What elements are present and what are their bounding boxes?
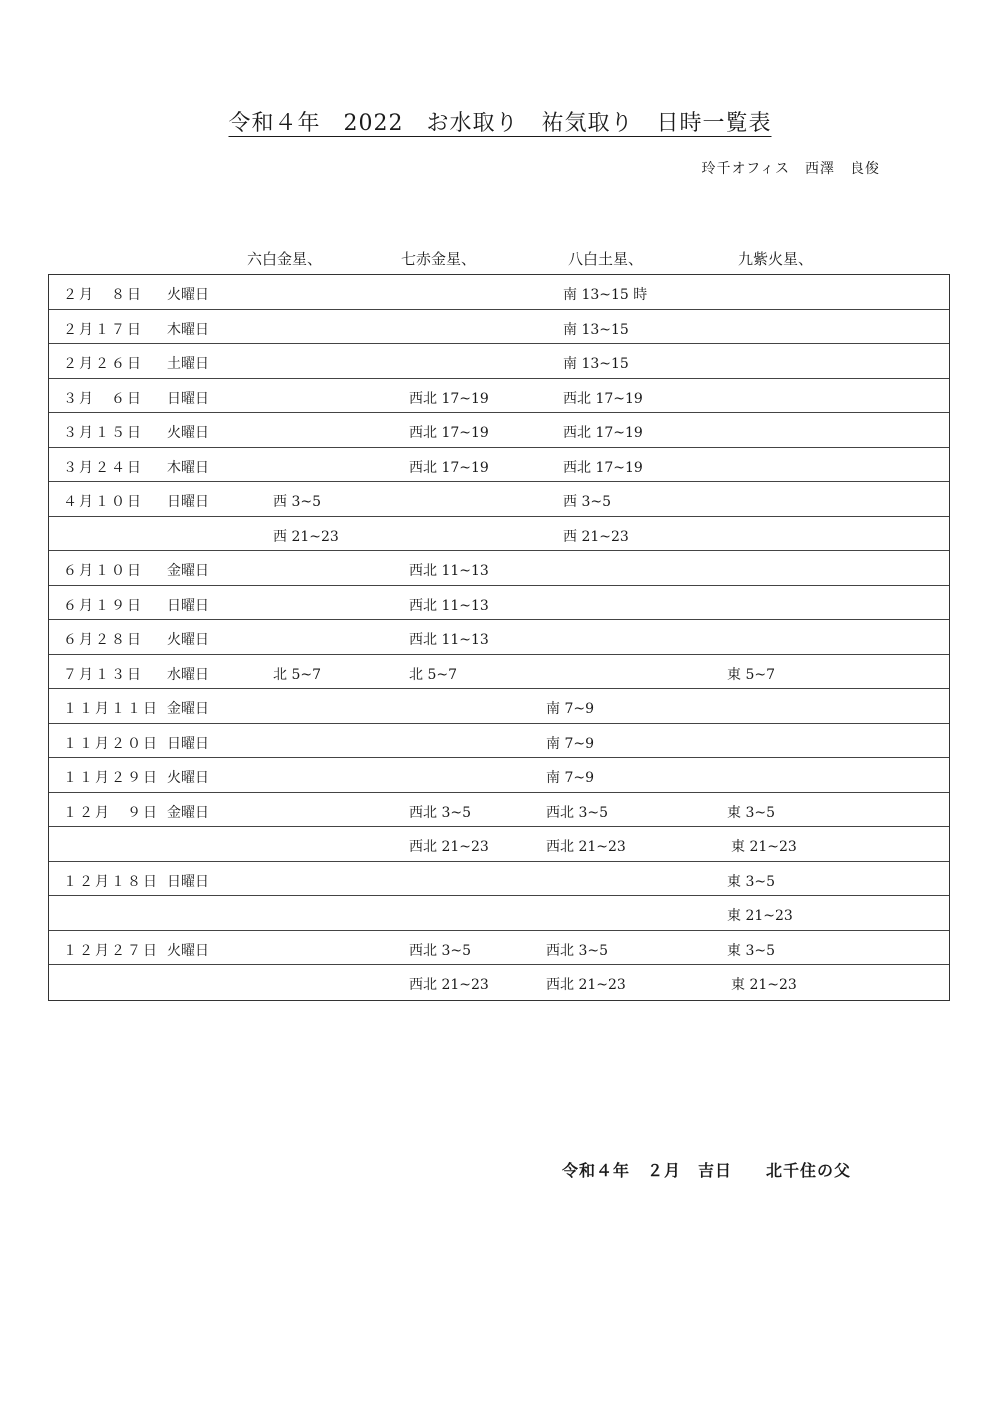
happaku-cell: 西北 17~19 <box>563 390 643 407</box>
table-row <box>49 379 949 414</box>
weekday-cell: 木曜日 <box>167 459 209 476</box>
table-row <box>49 689 949 724</box>
author-line: 玲千オフィス 西澤 良俊 <box>701 161 880 177</box>
table-row <box>49 344 949 379</box>
weekday-cell: 土曜日 <box>167 356 209 372</box>
happaku-cell: 西 3~5 <box>563 494 611 510</box>
shichiseki-cell: 西北 3~5 <box>409 804 471 821</box>
schedule-table <box>48 274 950 1001</box>
kyushi-cell: 東 21~23 <box>727 908 793 924</box>
shichiseki-cell: 西北 21~23 <box>409 977 489 993</box>
date-cell: １１月１１日 <box>63 701 159 717</box>
column-headers <box>0 248 1000 270</box>
happaku-cell: 南 13~15 時 <box>563 287 648 303</box>
happaku-cell: 南 13~15 <box>563 321 629 338</box>
weekday-cell: 日曜日 <box>167 597 209 614</box>
date-cell: ６月１０日 <box>63 563 143 579</box>
weekday-cell: 火曜日 <box>167 287 209 303</box>
date-cell: ４月１０日 <box>63 494 143 510</box>
happaku-cell: 南 7~9 <box>546 701 594 717</box>
table-row <box>49 275 949 310</box>
table-row <box>49 965 949 1000</box>
kyushi-cell: 東 21~23 <box>731 977 797 993</box>
shichiseki-cell: 北 5~7 <box>409 666 457 683</box>
weekday-cell: 火曜日 <box>167 632 209 648</box>
weekday-cell: 金曜日 <box>167 563 209 579</box>
happaku-cell: 西北 21~23 <box>546 839 626 855</box>
date-cell: ２月２６日 <box>63 356 143 372</box>
date-cell: ３月 ６日 <box>63 390 143 407</box>
table-row <box>49 827 949 862</box>
date-cell: １２月１８日 <box>63 873 159 890</box>
date-cell: ７月１３日 <box>63 666 143 683</box>
shichiseki-cell: 西北 11~13 <box>409 632 489 648</box>
happaku-cell: 西北 21~23 <box>546 977 626 993</box>
date-cell: ３月２４日 <box>63 459 143 476</box>
happaku-cell: 西北 3~5 <box>546 804 608 821</box>
table-row <box>49 551 949 586</box>
weekday-cell: 金曜日 <box>167 701 209 717</box>
weekday-cell: 日曜日 <box>167 873 209 890</box>
weekday-cell: 日曜日 <box>167 390 209 407</box>
table-row <box>49 793 949 828</box>
table-row <box>49 586 949 621</box>
shichiseki-cell: 西北 17~19 <box>409 459 489 476</box>
kyushi-cell: 東 21~23 <box>731 839 797 855</box>
shichiseki-cell: 西北 11~13 <box>409 597 489 614</box>
table-row <box>49 931 949 966</box>
table-row <box>49 448 949 483</box>
rokuhaku-cell: 西 3~5 <box>273 494 321 510</box>
table-row <box>49 413 949 448</box>
page-title-text: 令和４年 2022 お水取り 祐気取り 日時一覧表 <box>228 111 772 136</box>
weekday-cell: 火曜日 <box>167 942 209 959</box>
table-row <box>49 896 949 931</box>
date-cell: １１月２０日 <box>63 735 159 752</box>
table-row <box>49 862 949 897</box>
happaku-cell: 西北 17~19 <box>563 459 643 476</box>
shichiseki-cell: 西北 3~5 <box>409 942 471 959</box>
table-row <box>49 517 949 552</box>
column-header-kyushi: 九紫火星、 <box>738 250 814 268</box>
column-header-shichiseki: 七赤金星、 <box>401 250 477 268</box>
happaku-cell: 南 13~15 <box>563 356 629 372</box>
column-header-rokuhaku: 六白金星、 <box>247 250 323 268</box>
happaku-cell: 西 21~23 <box>563 528 629 545</box>
shichiseki-cell: 西北 17~19 <box>409 390 489 407</box>
kyushi-cell: 東 3~5 <box>727 942 775 959</box>
date-cell: ２月 ８日 <box>63 287 143 303</box>
happaku-cell: 西北 17~19 <box>563 425 643 441</box>
shichiseki-cell: 西北 11~13 <box>409 563 489 579</box>
kyushi-cell: 東 5~7 <box>727 666 775 683</box>
table-row <box>49 620 949 655</box>
date-cell: １２月２７日 <box>63 942 159 959</box>
happaku-cell: 南 7~9 <box>546 735 594 752</box>
kyushi-cell: 東 3~5 <box>727 804 775 821</box>
table-row <box>49 310 949 345</box>
date-cell: ６月１９日 <box>63 597 143 614</box>
weekday-cell: 日曜日 <box>167 735 209 752</box>
rokuhaku-cell: 北 5~7 <box>273 666 321 683</box>
date-cell: ３月１５日 <box>63 425 143 441</box>
page-title <box>0 106 1000 137</box>
kyushi-cell: 東 3~5 <box>727 873 775 890</box>
date-cell: １２月 ９日 <box>63 804 159 821</box>
date-cell: ２月１７日 <box>63 321 143 338</box>
happaku-cell: 西北 3~5 <box>546 942 608 959</box>
weekday-cell: 水曜日 <box>167 666 209 683</box>
happaku-cell: 南 7~9 <box>546 770 594 786</box>
weekday-cell: 火曜日 <box>167 425 209 441</box>
weekday-cell: 金曜日 <box>167 804 209 821</box>
date-cell: １１月２９日 <box>63 770 159 786</box>
shichiseki-cell: 西北 21~23 <box>409 839 489 855</box>
weekday-cell: 木曜日 <box>167 321 209 338</box>
column-header-happaku: 八白土星、 <box>568 250 644 268</box>
table-row <box>49 655 949 690</box>
shichiseki-cell: 西北 17~19 <box>409 425 489 441</box>
rokuhaku-cell: 西 21~23 <box>273 528 339 545</box>
table-row <box>49 758 949 793</box>
footer-signature: 令和４年 ２月 吉日 北千住の父 <box>562 1161 852 1180</box>
weekday-cell: 日曜日 <box>167 494 209 510</box>
table-row <box>49 724 949 759</box>
table-row <box>49 482 949 517</box>
weekday-cell: 火曜日 <box>167 770 209 786</box>
date-cell: ６月２８日 <box>63 632 143 648</box>
